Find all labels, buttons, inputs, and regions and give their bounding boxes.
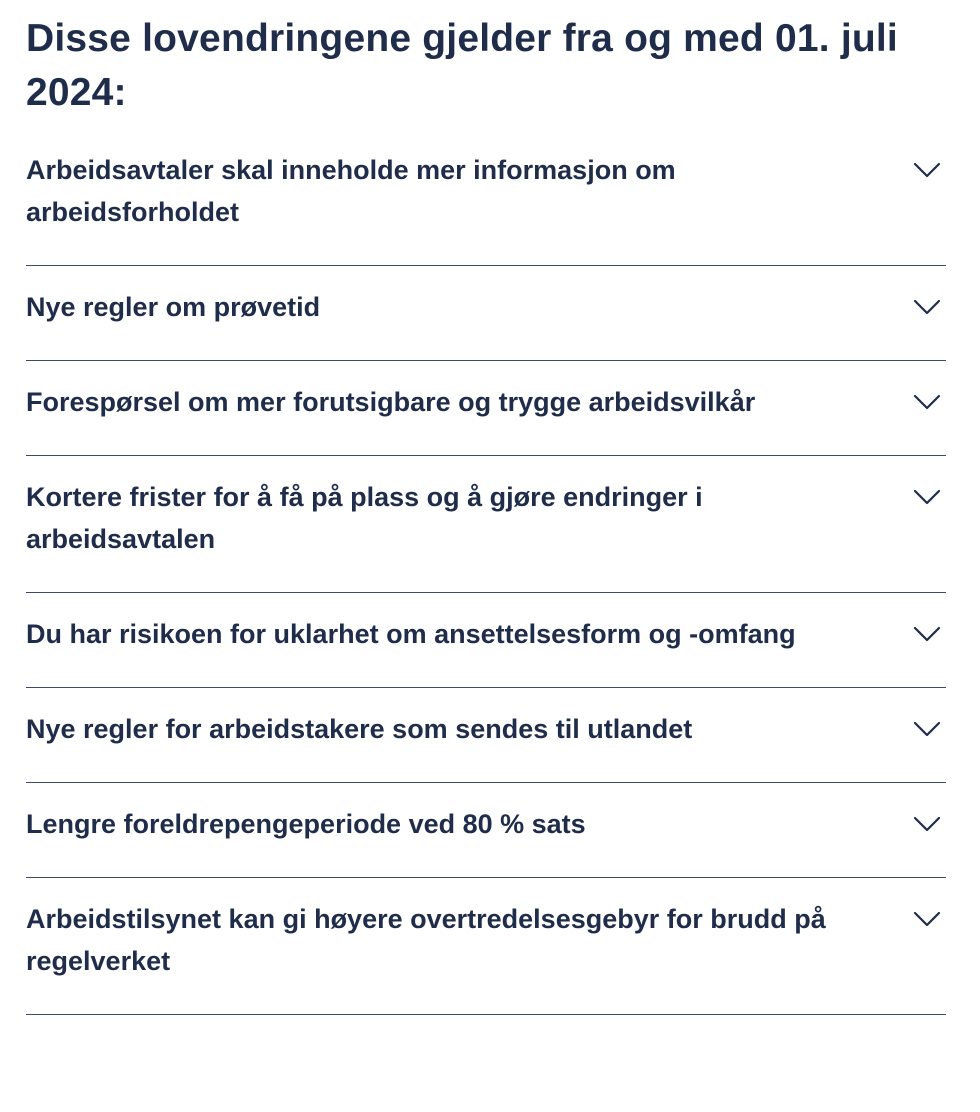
accordion-header[interactable]: [26, 593, 946, 687]
accordion-item-label: Arbeidsavtaler skal inneholde mer informasjon om arbeidsforholdet: [26, 155, 676, 227]
accordion-item-utlandet[interactable]: [26, 688, 946, 783]
accordion-item-label: Nye regler for arbeidstakere som sendes til utlandet: [26, 714, 693, 744]
accordion-item-provetid[interactable]: [26, 266, 946, 361]
accordion-header[interactable]: [26, 149, 946, 265]
accordion-item-label: Lengre foreldrepengeperiode ved 80 % sats: [26, 809, 586, 839]
chevron-down-icon[interactable]: [912, 149, 942, 191]
accordion-list: [26, 149, 946, 1015]
page-title: Disse lovendringene gjelder fra og med 01. juli 2024:: [26, 17, 898, 114]
accordion-item-label: Nye regler om prøvetid: [26, 292, 321, 322]
chevron-down-icon[interactable]: [912, 286, 942, 328]
accordion-header[interactable]: [26, 361, 946, 455]
accordion-item-foresporsel-arbeidsvilkar[interactable]: [26, 361, 946, 456]
content-container: [26, 12, 946, 1015]
accordion-header[interactable]: [26, 266, 946, 360]
accordion-item-label: Arbeidstilsynet kan gi høyere overtredelsesgebyr for brudd på regelverket: [26, 904, 826, 976]
chevron-down-icon[interactable]: [912, 708, 942, 750]
chevron-down-icon[interactable]: [912, 898, 942, 940]
accordion-header[interactable]: [26, 878, 946, 1014]
accordion-header[interactable]: [26, 456, 946, 592]
accordion-item-overtredelsesgebyr[interactable]: [26, 878, 946, 1015]
chevron-down-icon[interactable]: [912, 613, 942, 655]
chevron-down-icon[interactable]: [912, 381, 942, 423]
accordion-header[interactable]: [26, 783, 946, 877]
accordion-item-label: Forespørsel om mer forutsigbare og trygge arbeidsvilkår: [26, 387, 756, 417]
accordion-item-risiko-uklarhet[interactable]: [26, 593, 946, 688]
accordion-item-kortere-frister[interactable]: [26, 456, 946, 593]
accordion-item-arbeidsavtaler-informasjon[interactable]: [26, 149, 946, 266]
chevron-down-icon[interactable]: [912, 476, 942, 518]
accordion-item-label: Kortere frister for å få på plass og å gjøre endringer i arbeidsavtalen: [26, 482, 703, 554]
accordion-header[interactable]: [26, 688, 946, 782]
chevron-down-icon[interactable]: [912, 803, 942, 845]
accordion-item-foreldrepenger[interactable]: [26, 783, 946, 878]
accordion-item-label: Du har risikoen for uklarhet om ansettelsesform og -omfang: [26, 619, 796, 649]
